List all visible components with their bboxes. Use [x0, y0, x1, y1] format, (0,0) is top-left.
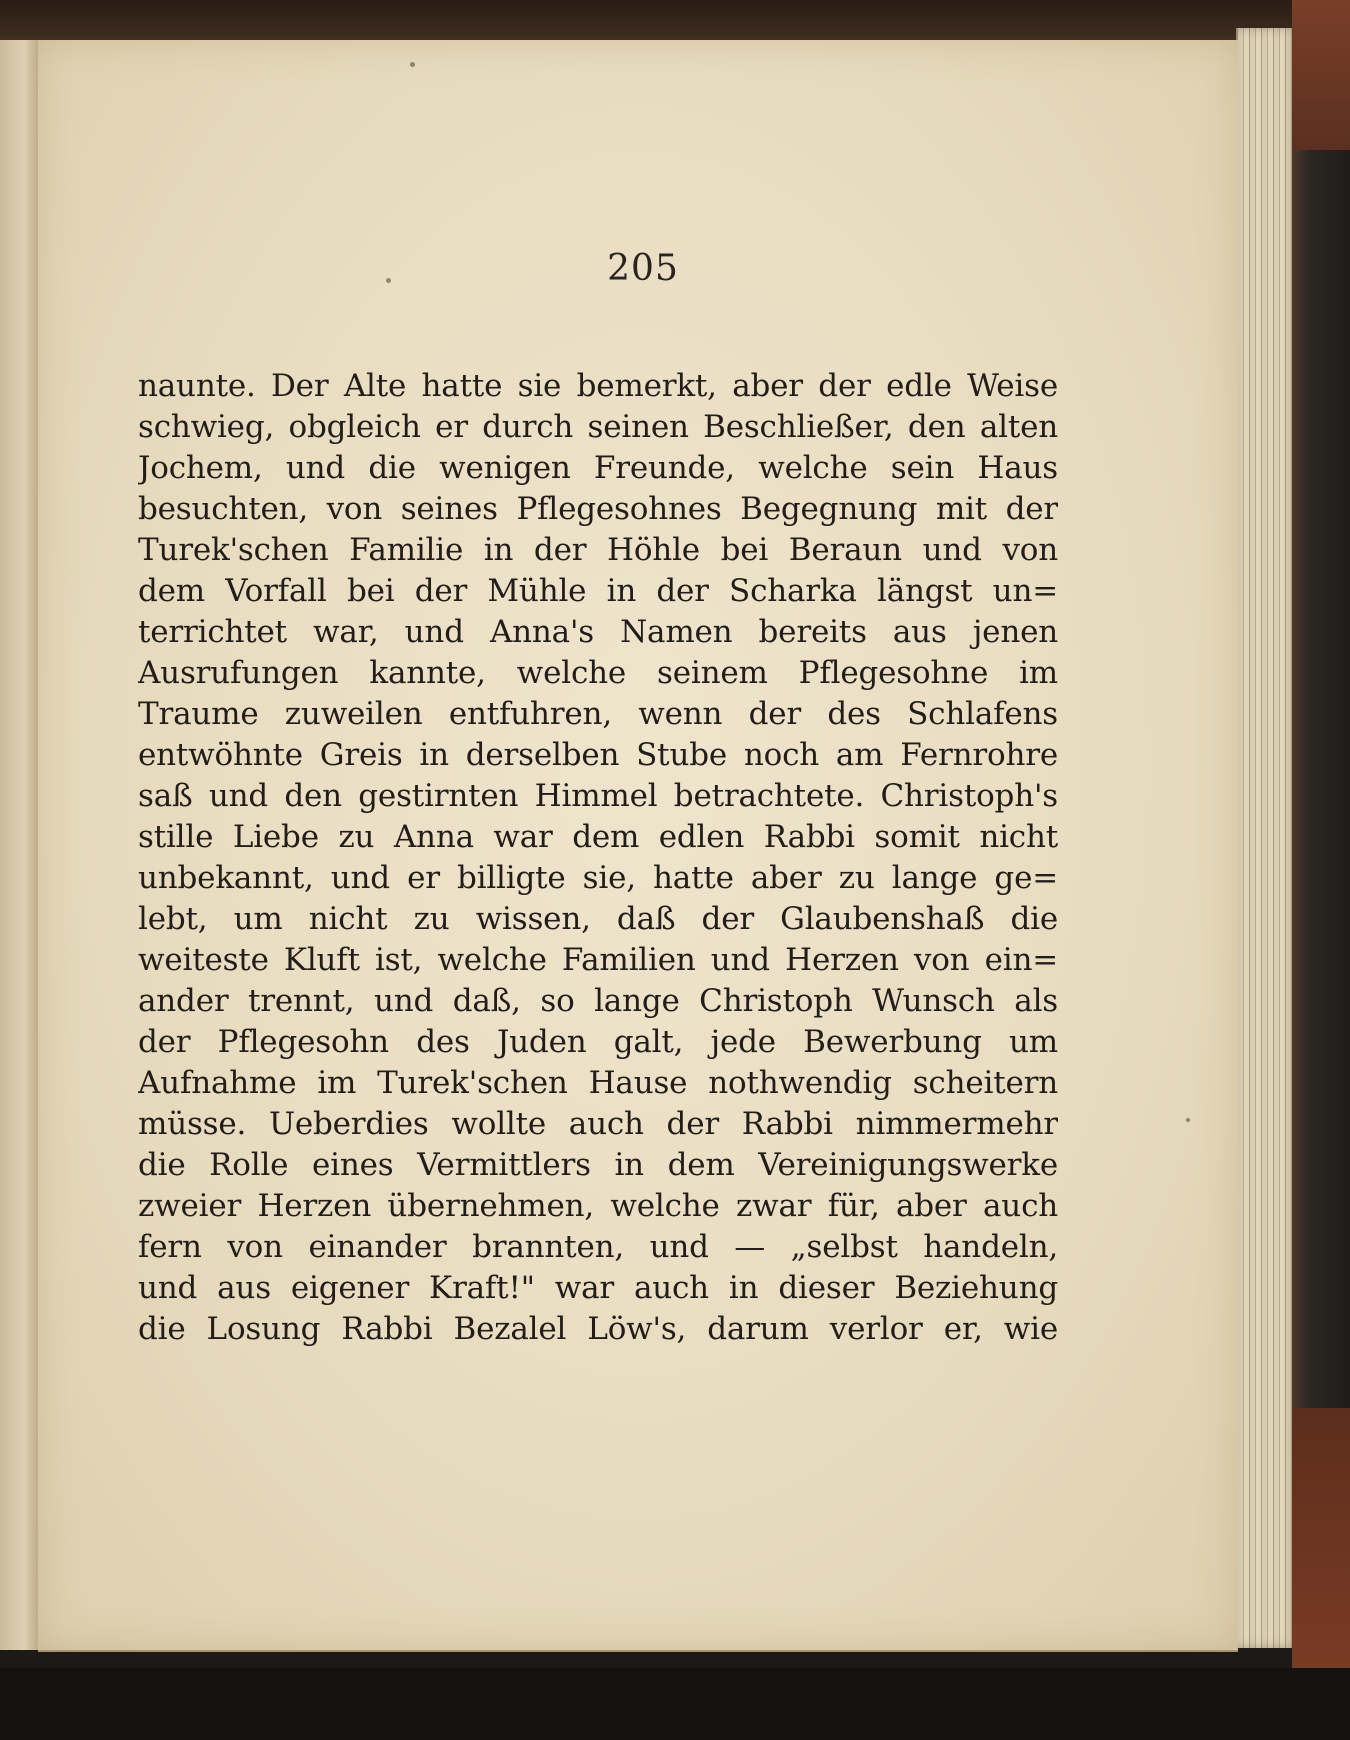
- text-line: die Losung Rabbi Bezalel Löw's, darum verlor er, wie: [138, 1311, 1058, 1347]
- facing-page-edge: [0, 40, 42, 1650]
- page-stack-edges: [1236, 28, 1300, 1648]
- page-number: 205: [607, 248, 679, 289]
- book-page: [38, 40, 1238, 1652]
- text-line: Traume zuweilen entfuhren, wenn der des Schlafens: [138, 696, 1058, 732]
- text-line: saß und den gestirnten Himmel betrachtete. Christoph's: [138, 778, 1058, 814]
- paper-speck: [1186, 1118, 1190, 1122]
- text-line: der Pflegesohn des Juden galt, jede Bewerbung um: [138, 1024, 1058, 1060]
- text-line: schwieg, obgleich er durch seinen Beschließer, den alten: [138, 409, 1058, 445]
- text-line: dem Vorfall bei der Mühle in der Scharka längst un=: [138, 573, 1058, 609]
- bottom-background: [0, 1668, 1350, 1740]
- text-line: lebt, um nicht zu wissen, daß der Glaubenshaß die: [138, 901, 1058, 937]
- text-line: Jochem, und die wenigen Freunde, welche sein Haus: [138, 450, 1058, 486]
- text-line: Aufnahme im Turek'schen Hause nothwendig scheitern: [138, 1065, 1058, 1101]
- text-line: unbekannt, und er billigte sie, hatte aber zu lange ge=: [138, 860, 1058, 896]
- text-line: terrichtet war, und Anna's Namen bereits aus jenen: [138, 614, 1058, 650]
- text-line: naunte. Der Alte hatte sie bemerkt, aber der edle Weise: [138, 368, 1058, 404]
- text-line: Turek'schen Familie in der Höhle bei Beraun und von: [138, 532, 1058, 568]
- paper-speck: [410, 62, 415, 67]
- body-text: [138, 366, 1058, 1350]
- text-line: fern von einander brannten, und — „selbst handeln,: [138, 1229, 1058, 1265]
- text-line: entwöhnte Greis in derselben Stube noch am Fernrohre: [138, 737, 1058, 773]
- right-cover-leather-top: [1292, 0, 1350, 150]
- text-line: und aus eigener Kraft!" war auch in dieser Beziehung: [138, 1270, 1058, 1306]
- text-line: müsse. Ueberdies wollte auch der Rabbi nimmermehr: [138, 1106, 1058, 1142]
- text-line: Ausrufungen kannte, welche seinem Pflegesohne im: [138, 655, 1058, 691]
- text-line: die Rolle eines Vermittlers in dem Vereinigungswerke: [138, 1147, 1058, 1183]
- text-line: ander trennt, und daß, so lange Christoph Wunsch als: [138, 983, 1058, 1019]
- text-line: weiteste Kluft ist, welche Familien und Herzen von ein=: [138, 942, 1058, 978]
- text-line: besuchten, von seines Pflegesohnes Begegnung mit der: [138, 491, 1058, 527]
- text-line: stille Liebe zu Anna war dem edlen Rabbi somit nicht: [138, 819, 1058, 855]
- text-line: zweier Herzen übernehmen, welche zwar für, aber auch: [138, 1188, 1058, 1224]
- right-cover-leather-bottom: [1292, 1408, 1350, 1668]
